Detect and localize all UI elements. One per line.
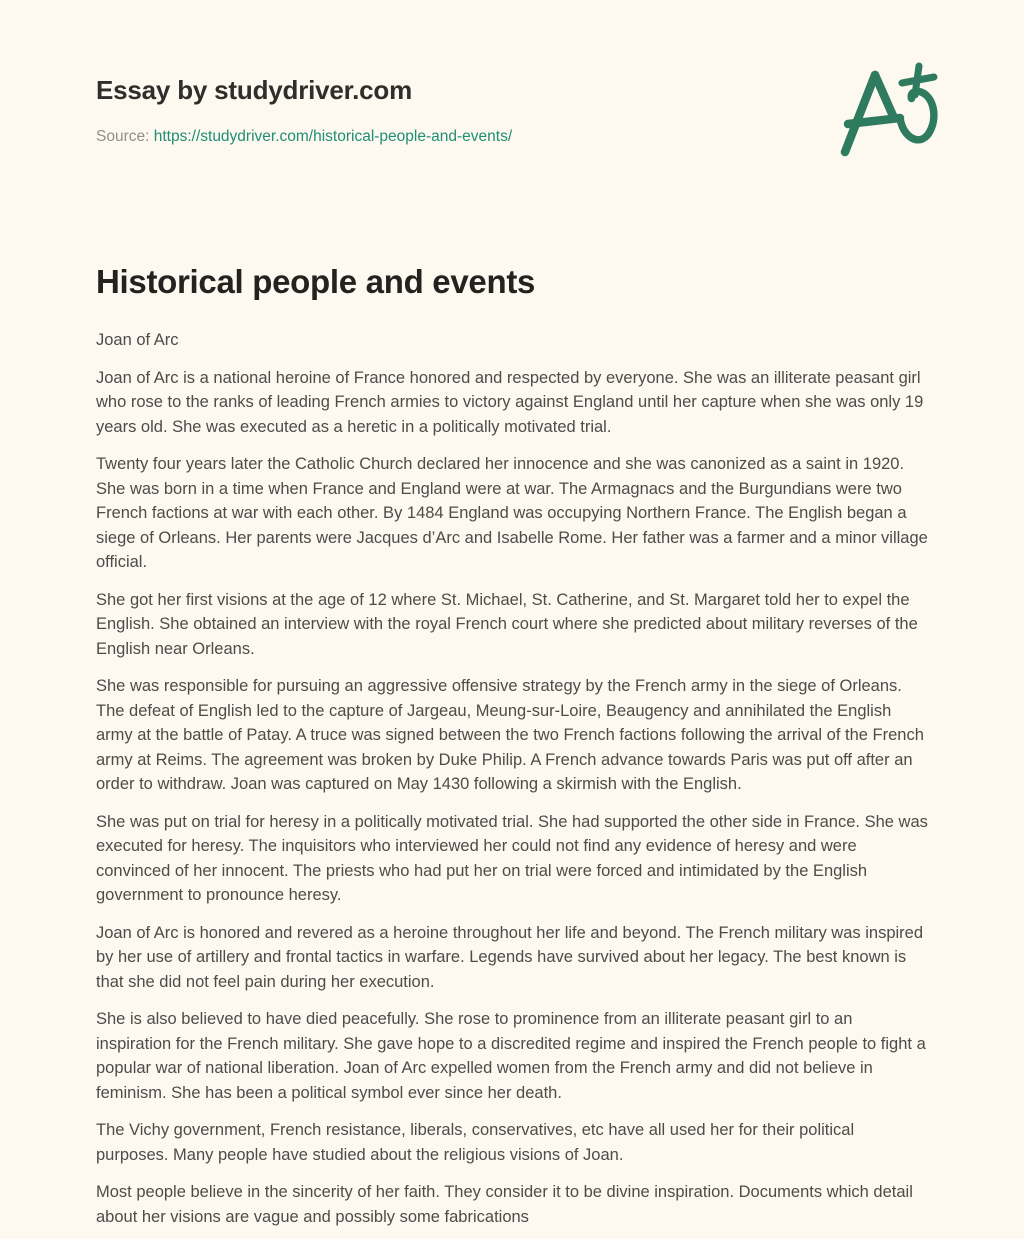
article-paragraph: She was responsible for pursuing an aggressive offensive strategy by the French army in the siege of Orleans. The defeat of English led to the capture of Jargeau, Meung-sur-Loire, Beaugency and annihilated the English army at the battle of Patay. A truce was signed between the two French factions following the arrival of the French army at Reims. The agreement was broken by Duke Philip. A French advance towards Paris was put off after an order to withdraw. Joan was captured on May 1430 following a skirmish with the English. (96, 677, 924, 793)
a-plus-logo-icon (836, 60, 940, 160)
source-line (96, 128, 928, 146)
article-paragraph: Joan of Arc is a national heroine of France honored and respected by everyone. She was an illiterate peasant girl who rose to the ranks of leading French armies to victory against England until her capture when she was only 19 years old. She was executed as a heretic in a politically motivated trial. (96, 368, 924, 436)
article-title: Historical people and events (96, 263, 536, 300)
essay-source-heading: Essay by studydriver.com (96, 75, 413, 105)
source-label: Source: (96, 128, 150, 145)
article-paragraph: Twenty four years later the Catholic Church declared her innocence and she was canonized as a saint in 1920. She was born in a time when France and England were at war. The Armagnacs and the Burgundians were two French factions at war with each other. By 1484 England was occupying Northern France. The English began a siege of Orleans. Her parents were Jacques d’Arc and Isabelle Rome. Her father was a farmer and a minor village official. (96, 455, 928, 571)
article-paragraph: She is also believed to have died peacefully. She rose to prominence from an illiterate peasant girl to an inspiration for the French military. She gave hope to a discredited regime and inspired the French people to fight a popular war of national liberation. Joan of Arc expelled women from the French army and did not believe in feminism. She has been a political symbol ever since her death. (96, 1010, 926, 1102)
source-link[interactable]: https://studydriver.com/historical-people-and-events/ (153, 128, 513, 145)
article-paragraph: Joan of Arc is honored and revered as a heroine throughout her life and beyond. The French military was inspired by her use of artillery and frontal tactics in warfare. Legends have survived about her legacy. The best known is that she did not feel pain during her execution. (96, 923, 924, 991)
article-paragraph: She was put on trial for heresy in a politically motivated trial. She had supported the other side in France. She was executed for heresy. The inquisitors who interviewed her could not find any evidence of heresy and were convinced of her innocent. The priests who had put her on trial were forced and intimidated by the English government to pronounce heresy. (96, 812, 928, 904)
article-paragraph: The Vichy government, French resistance, liberals, conservatives, etc have all used her for their political purposes. Many people have studied about the religious visions of Joan. (96, 1121, 855, 1164)
article-paragraph: Most people believe in the sincerity of her faith. They consider it to be divine inspiration. Documents which detail about her visions are vague and possibly some fabrications (96, 1183, 913, 1226)
article-paragraph: She got her first visions at the age of 12 where St. Michael, St. Catherine, and St. Margaret told her to expel the English. She obtained an interview with the royal French court where she predicted about military reverses of the English near Orleans. (96, 590, 918, 658)
article-paragraph: Joan of Arc (96, 331, 179, 349)
article-body (96, 328, 928, 1229)
